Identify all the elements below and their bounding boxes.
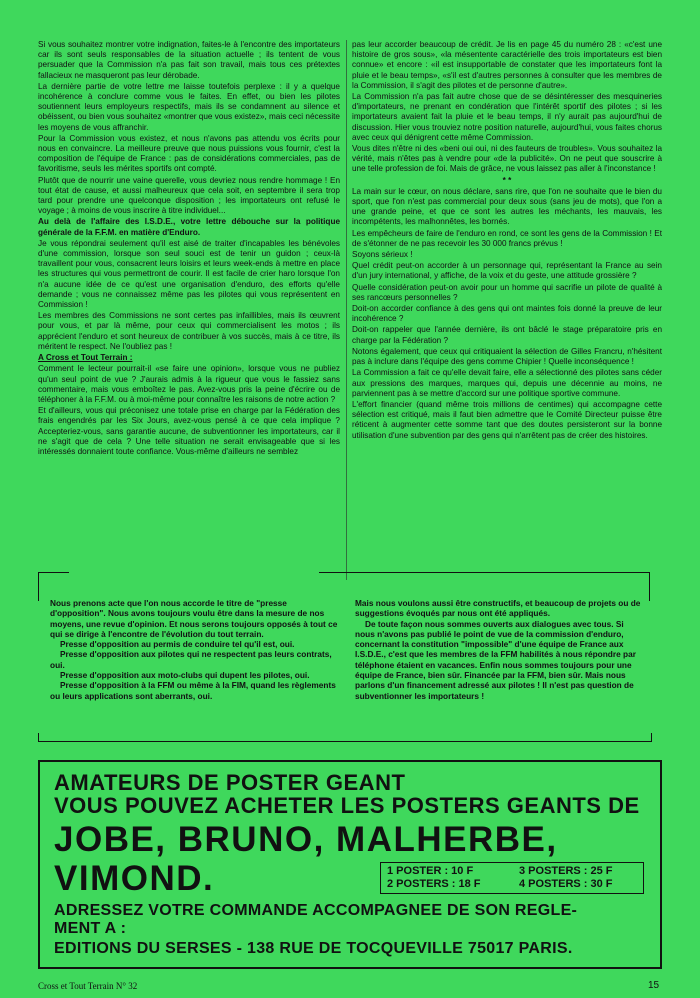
- paragraph: Plutôt que de nourrir une vaine querelle, vous devriez nous rendre hommage ! En tout état de cause, et aussi malheureux que cela soit, en septembre il sera trop tard pour prendre une quelconque disposition ; les importateurs ont refusé le voyage ; à moins de vous inscrire à titre individuel...: [38, 175, 340, 216]
- paragraph: La main sur le cœur, on nous déclare, sans rire, que l'on ne souhaite que le bien du sport, que l'on n'est pas commercial pour deux sous (sans jeu de mots), que l'on a une grande peine, et que ce sont les autres les méchants, les mauvais, les incompétents, les malhonnêtes, les bornés.: [352, 186, 662, 227]
- paragraph: Comment le lecteur pourrait-il «se faire une opinion», lorsque vous ne publiez qu'un seul point de vue ? J'aurais admis à la rigueur que vous le fassiez sans commentaire, mais vous emboîtez le pas. Avez-vous pris la peine d'écrire ou de téléphoner à la F.F.M. ou à moi-même pour connaître les raisons de notre action ?: [38, 364, 340, 404]
- separator-stars: * *: [502, 175, 512, 185]
- paragraph: pas leur accorder beaucoup de crédit. Je lis en page 45 du numéro 28 : «c'est une histoire de gros sous», «la mésentente caractérielle des trois importateurs est bien connue» et encore : «il est insupportable de constater que les importateurs font la pluie et le beau temps», «s'il est d'autres personnes à consulter que les membres de la Commission, il s'agit des pilotes et de personne d'autre».: [352, 40, 662, 90]
- paragraph: Si vous souhaitez montrer votre indignation, faites-le à l'encontre des importateurs car ils sont seuls responsables de la situation actuelle ; ils tentent de vous persuader que la Commission n'a pas fait son travail, mais tous ces prétextes fallacieux ne masqueront pas leur dérobade.: [38, 40, 340, 80]
- paragraph: Et d'ailleurs, vous qui préconisez une totale prise en charge par la Fédération des frais engendrés par les Six Jours, avez-vous pensé à ce que cela implique ? Accepteriez-vous, sans garantie aucune, de subventionner les importateurs, car il ne s'agit que de cela ? Une telle situation ne serait envisageable que si les intéressés donnaient toute confiance. Vous-même d'ailleurs ne semblez: [38, 406, 340, 456]
- poster-advertisement: [38, 760, 662, 969]
- paragraph: Notons également, que ceux qui critiquaient la sélection de Gilles Francru, n'hésitent pas à inclure dans l'équipe des gens comme Chipier ! Quelle inconséquence !: [352, 346, 662, 367]
- right-text-column: [352, 40, 662, 580]
- price-item: 4 POSTERS : 30 F: [519, 878, 613, 890]
- response-paragraph: Presse d'opposition au permis de conduire tel qu'il est, oui.: [60, 639, 295, 650]
- subheading: A Cross et Tout Terrain :: [38, 353, 133, 363]
- paragraph: La dernière partie de votre lettre me laisse toutefois perplexe : il y a quelque incohérence à conclure comme vous le faites. En effet, ou bien les pilotes soutiennent leurs employeurs respectifs, mais ils se condamnent au silence et obéissent, ou bien vous souhaitez «montrer que vous existez», mais ceci nécessite les moyens de vous affranchir.: [38, 81, 340, 132]
- paragraph-bold: Au delà de l'affaire des I.S.D.E., votre lettre débouche sur la politique générale de la F.F.M. en matière d'Enduro.: [38, 217, 340, 237]
- left-text-column: [38, 40, 340, 580]
- ad-names: VIMOND.: [54, 859, 215, 898]
- paragraph: L'effort financier (quand même trois millions de centimes) qui accompagne cette sélection est critiqué, mais il faut bien admettre que le Comité Directeur puisse être réticent à augmenter cette somme tant que des doutes persisteront sur la bonne utilisation d'une subvention par des gens qui n'arrêtent pas de créer des histoires.: [352, 399, 662, 440]
- response-paragraph: Presse d'opposition à la FFM ou même à la FIM, quand les règlements ou leurs applications sont aberrants, oui.: [50, 680, 336, 701]
- price-item: 3 POSTERS : 25 F: [519, 865, 613, 877]
- response-paragraph: Nous prenons acte que l'on nous accorde le titre de "presse d'opposition". Nous avons toujours voulu être dans la mesure de nos moyens, une revue d'opinion. Et nous serons toujours opposés à tout ce qui se dirige à l'encontre de l'évolution du tout terrain.: [50, 598, 338, 639]
- paragraph: La Commission a fait ce qu'elle devait faire, elle a sélectionné des pilotes sans céder aux pressions des marques, marques qui, depuis une décennie au moins, ne parviennent pas à se mettre d'accord sur une politique sportive commune.: [352, 368, 662, 398]
- page-number: 15: [648, 980, 660, 991]
- price-box: [380, 862, 644, 894]
- frame-bottom: [38, 733, 652, 742]
- paragraph: Je vous répondrai seulement qu'il est aisé de traiter d'incapables les bénévoles d'une commission, lorsque son seul souci est de tenir un guidon ; ceux-là travaillent pour vous, consacrent leurs loisirs et leurs week-ends à mettre en place les structures qui vous permettront de courir. Il est facile de crier haro lorsque l'on n'a aucune idée de ce qu'est une organisation d'enduro, des efforts qu'elle demande ; vous ne connaissez même pas les pilotes qui vous représentent en Commission !: [38, 238, 340, 310]
- frame-corner-left: [38, 572, 69, 601]
- ad-order-line: MENT A :: [54, 920, 127, 937]
- price-item: 2 POSTERS : 18 F: [387, 878, 481, 890]
- response-paragraph: Presse d'opposition aux moto-clubs qui dupent les pilotes, oui.: [60, 670, 310, 681]
- editorial-response-left: [50, 598, 338, 701]
- paragraph: Pour la Commission vous existez, et nous n'avons pas attendu vos écrits pour nous en convaincre. La meilleure preuve que nous puissions vous fournir, c'est la composition de l'équipe de France : pas de considérations commerciales, pas de favoritisme, seuls les mérites sportifs ont compté.: [38, 133, 340, 174]
- ad-address: EDITIONS DU SERSES - 138 RUE DE TOCQUEVILLE 75017 PARIS.: [54, 940, 573, 957]
- column-divider: [346, 40, 347, 580]
- paragraph: Quel crédit peut-on accorder à un personnage qui, représentant la France au sein d'un jury international, y affiche, de la voix et du geste, une attitude grossière ?: [352, 261, 662, 281]
- ad-names: JOBE, BRUNO, MALHERBE,: [54, 820, 558, 859]
- ad-headline: AMATEURS DE POSTER GEANT: [54, 770, 406, 795]
- price-item: 1 POSTER : 10 F: [387, 865, 474, 877]
- paragraph: Doit-on rappeler que l'année dernière, ils ont bâclé le stage préparatoire pris en charge par la Fédération ?: [352, 325, 662, 345]
- paragraph: Les membres des Commissions ne sont certes pas infaillibles, mais ils œuvrent pour vous, et par là même, pour ceux qui commercialisent les motos ; ils apprécient l'enduro et sont heureux de contribuer à vos succès, mais à ce titre, ils méritent le respect. Ne l'oubliez pas !: [38, 311, 340, 351]
- ad-order-line: ADRESSEZ VOTRE COMMANDE ACCOMPAGNEE DE SON REGLE-: [54, 902, 578, 919]
- paragraph: Quelle considération peut-on avoir pour un homme qui sacrifie un pilote de qualité à ses rancœurs personnelles ?: [352, 282, 662, 302]
- response-paragraph: De toute façon nous sommes ouverts aux dialogues avec tous. Si nous n'avons pas publié le point de vue de la commission d'enduro, concernant la constitution "impossible" d'une équipe de France aux I.S.D.E., c'est que les membres de la FFM habilités à nous répondre par téléphone étaient en vacances. Enfin nous sommes toujours pour une équipe de France, bien sûr. Financée par la FFM, bien sûr. Mais nous parlons d'un financement adressé aux pilotes ! Il n'est pas question de subventionner les importateurs !: [355, 618, 636, 701]
- paragraph: Vous dites n'être ni des «beni oui oui, ni des fauteurs de troubles». Vous souhaitez la vérité, mais n'êtes pas à vendre pour «de la publicité». On ne peut que souscrire à une telle profession de foi. Mais de grâce, ne vous laissez pas aller à l'inconstance !: [352, 144, 662, 174]
- editorial-response-right: [355, 598, 645, 701]
- paragraph: Les empêcheurs de faire de l'enduro en rond, ce sont les gens de la Commission ! Et de s'étonner de ne pas recevoir les 30 000 francs prévus !: [352, 228, 662, 248]
- magazine-footer: Cross et Tout Terrain N° 32: [38, 981, 138, 991]
- response-paragraph: Presse d'opposition aux pilotes qui ne respectent pas leurs contrats, oui.: [50, 649, 332, 670]
- paragraph: Soyons sérieux !: [352, 250, 413, 260]
- paragraph: La Commission n'a pas fait autre chose que de se désintéresser des mesquineries d'importateurs, ne prenant en condération que l'intérêt sportif des pilotes ; si les importateurs avaient fait la pluie et le beau temps, il n'y aurait pas aujourd'hui de discussion. Hier vous trouviez notre position naturelle, aujourd'hui, vous faites chorus avec ceux qui dénigrent cette même Commission.: [352, 92, 662, 142]
- paragraph: Doit-on accorder confiance à des gens qui ont maintes fois donné la preuve de leur incohérence ?: [352, 304, 662, 324]
- frame-corner-right: [319, 572, 650, 601]
- ad-subheadline: VOUS POUVEZ ACHETER LES POSTERS GEANTS DE: [54, 793, 640, 818]
- response-paragraph: Mais nous voulons aussi être constructifs, et beaucoup de projets ou de suggestions évoqués par nous ont été appliqués.: [355, 598, 641, 619]
